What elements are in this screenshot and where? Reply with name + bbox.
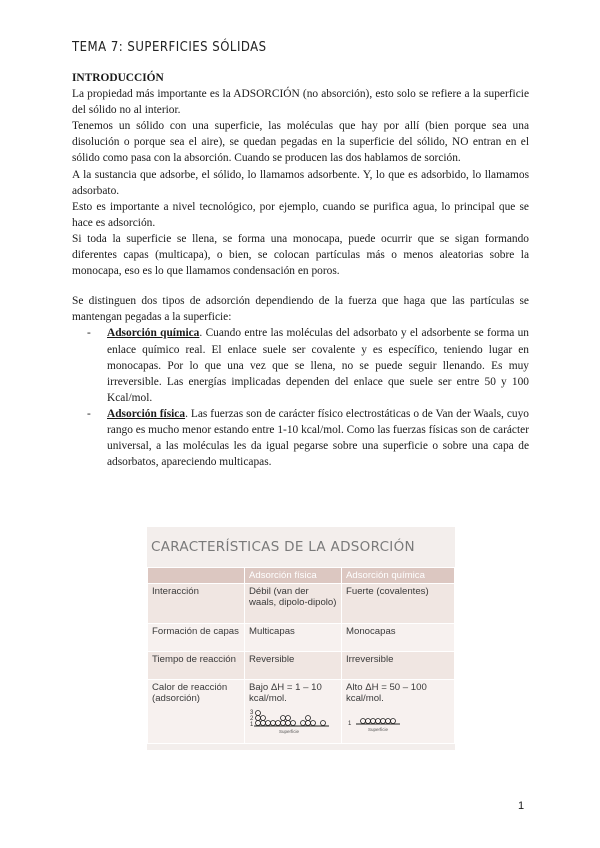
particle-circles xyxy=(256,711,326,726)
multilayer-sketch xyxy=(249,706,331,736)
table-cell: Tiempo de reacción xyxy=(148,652,245,680)
layer-label: 1 xyxy=(250,722,254,728)
adsorption-table xyxy=(147,567,455,744)
table-cell: Multicapas xyxy=(245,624,342,652)
document-body xyxy=(72,70,529,470)
table-cell: Reversible xyxy=(245,652,342,680)
paragraph: Esto es importante a nivel tecnológico, por ejemplo, cuando se purifica agua, lo principal que se hace es adsorción. xyxy=(72,200,529,229)
monolayer-sketch xyxy=(346,706,428,736)
table-cell: Formación de capas xyxy=(148,624,245,652)
adsorption-table-image xyxy=(147,527,455,750)
list-item xyxy=(72,325,529,405)
table-cell: Fuerte (covalentes) xyxy=(342,584,455,624)
table-row xyxy=(148,652,455,680)
table-header-row xyxy=(148,568,455,584)
table-row xyxy=(148,680,455,744)
table-cell: Irreversible xyxy=(342,652,455,680)
table-cell: Interacción xyxy=(148,584,245,624)
layer-label: 3 xyxy=(250,710,254,716)
cell-text: Bajo ΔH = 1 – 10 kcal/mol. xyxy=(249,682,322,704)
page-number: 1 xyxy=(518,800,525,812)
paragraph: Tenemos un sólido con una superficie, las moléculas que hay por allí (bien porque sea una disolución o porque sea el aire), se quedan pegadas en la superficie del sólido, NO entran en el sólido como pasa con la absorción. Cuando se producen las dos hablamos de sorción. xyxy=(72,120,529,165)
header-cell: Adsorción física xyxy=(245,568,342,584)
layer-label: 1 xyxy=(348,721,352,727)
table-cell: Monocapas xyxy=(342,624,455,652)
layer-label: 2 xyxy=(250,716,254,722)
table-cell: Débil (van der waals, dipolo-dipolo) xyxy=(245,584,342,624)
table-cell xyxy=(245,680,342,744)
page-title: TEMA 7: SUPERFICIES SÓLIDAS xyxy=(72,40,267,55)
paragraph: La propiedad más importante es la ADSORCIÓN (no absorción), esto solo se refiere a la superficie del sólido no al interior. xyxy=(72,88,529,117)
term-physical: Adsorción física xyxy=(107,407,186,420)
term-chemical: Adsorción química xyxy=(107,327,200,340)
table-cell xyxy=(342,680,455,744)
paragraph: Se distinguen dos tipos de adsorción dependiendo de la fuerza que haga que las partículas se mantengan pegadas a la superficie: xyxy=(72,295,529,324)
item-text: . Cuando entre las moléculas del adsorbato y el adsorbente se forma un enlace químico real. El enlace suele ser covalente y es específico, teniendo lugar en monocapas. Por lo que una vez que se llena, no se puede seguir llenando. Es muy irreversible. Las energías implicadas dependen del enlace que suele ser entre 50 y 100 Kcal/mol. xyxy=(107,327,529,404)
table-cell: Calor de reacción (adsorción) xyxy=(148,680,245,744)
table-row xyxy=(148,584,455,624)
header-cell: Adsorción química xyxy=(342,568,455,584)
cell-text: Alto ΔH = 50 – 100 kcal/mol. xyxy=(346,682,427,704)
list-item xyxy=(72,406,529,470)
sketch-caption: Superficie xyxy=(368,727,389,732)
header-cell xyxy=(148,568,245,584)
item-text: . Las fuerzas son de carácter físico electrostáticas o de Van der Waals, cuyo rango es mucho menor estando entre 1-10 kcal/mol. Como las fuerzas físicas son de carácter universal, a las moléculas les da igual pegarse sobre una superficie o sobre una capa de adsorbatos, apareciendo multicapas. xyxy=(107,407,529,469)
particle-circles xyxy=(361,719,396,724)
paragraph: Si toda la superficie se llena, se forma una monocapa, puede ocurrir que se sigan formando diferentes capas (multicapa), o bien, se colocan partículas más o menos aleatorias sobre la monocapa, eso es lo que llamamos condensación en poros. xyxy=(72,232,529,278)
table-title: CARACTERÍSTICAS DE LA ADSORCIÓN xyxy=(147,527,455,567)
sketch-caption: Superficie xyxy=(279,729,300,734)
paragraph: A la sustancia que adsorbe, el sólido, lo llamamos adsorbente. Y, lo que es adsorbido, lo llamamos adsorbato. xyxy=(72,168,529,197)
section-heading: INTRODUCCIÓN xyxy=(72,72,164,84)
adsorption-types-list xyxy=(72,325,529,470)
table-row xyxy=(148,624,455,652)
